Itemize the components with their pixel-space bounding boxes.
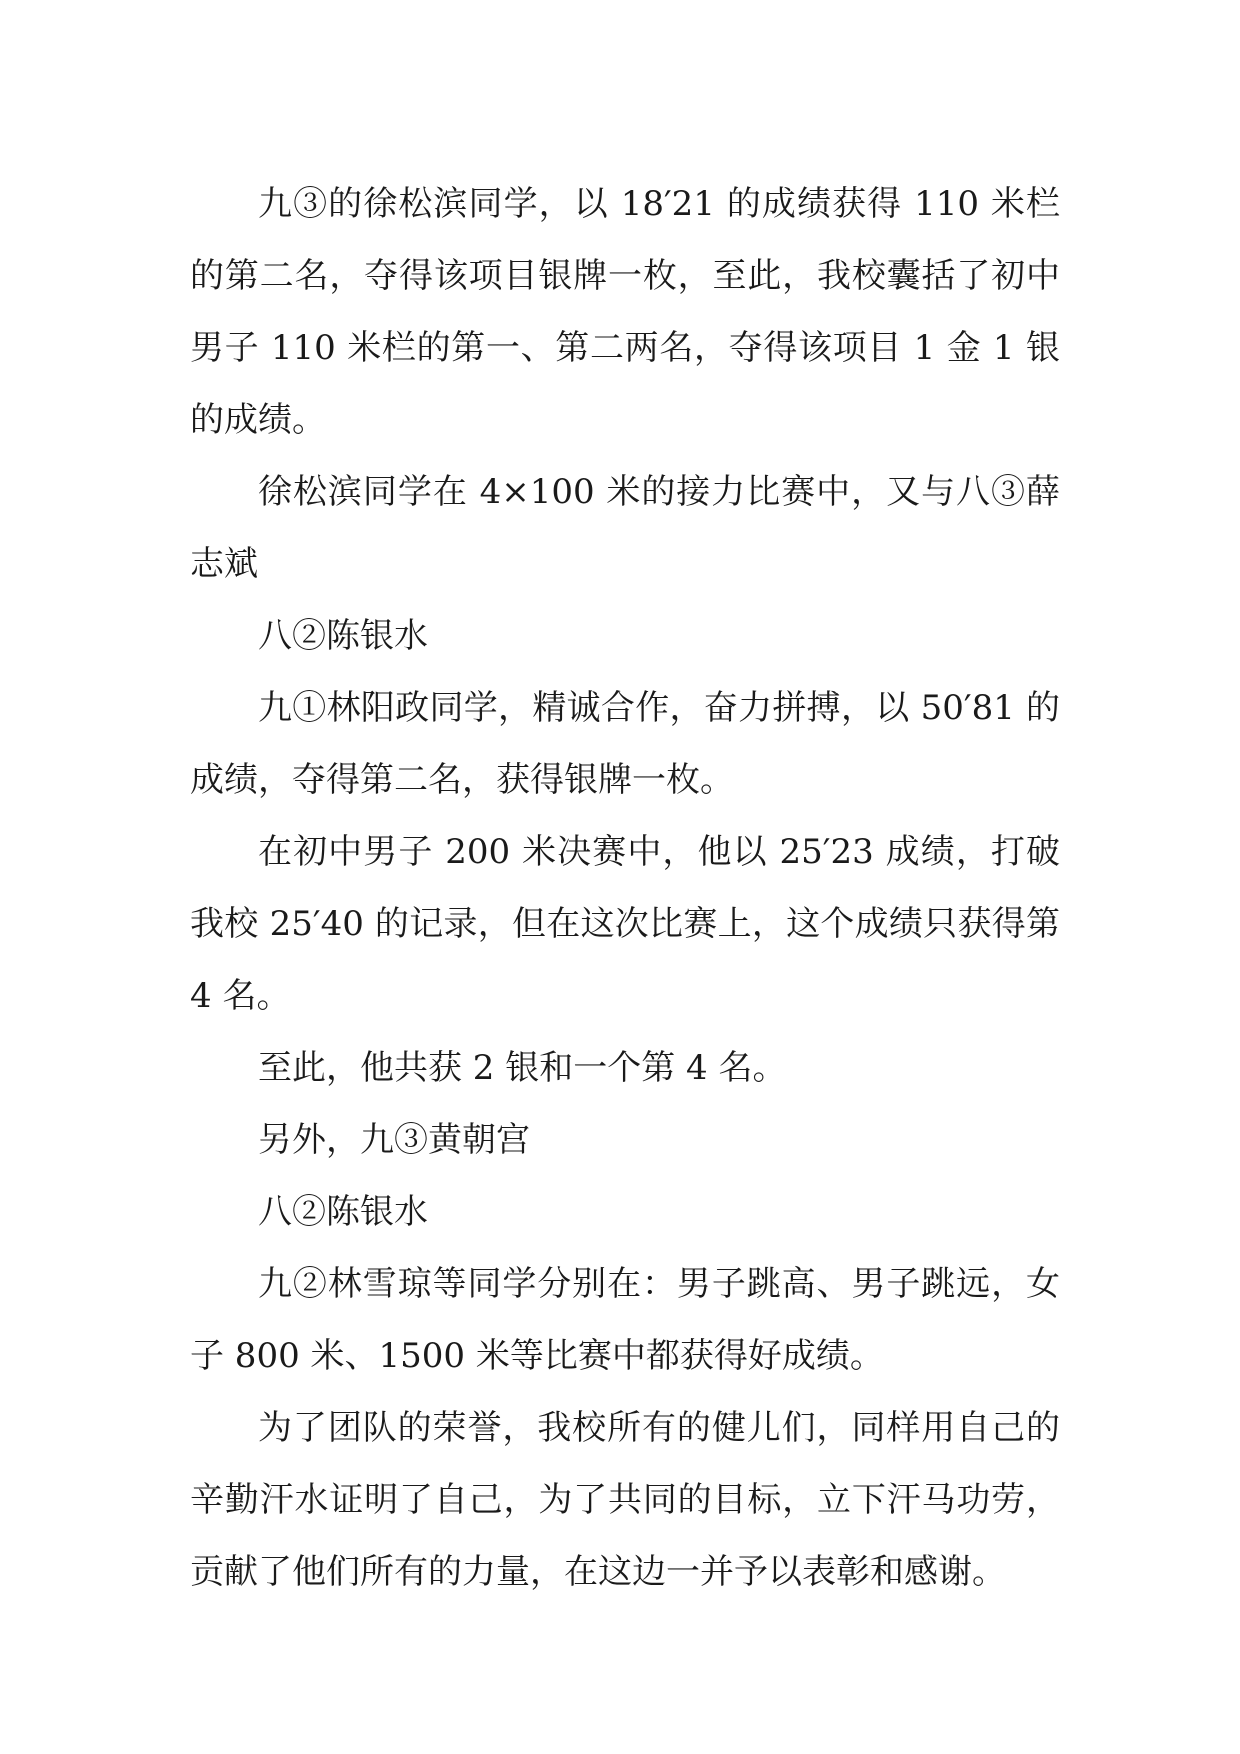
paragraph-7: 另外，九③黄朝宫 — [258, 1120, 530, 1160]
paragraph-6: 至此，他共获 2 银和一个第 4 名。 — [258, 1048, 787, 1088]
paragraph-2: 徐松滨同学在 4×100 米的接力比赛中，又与八③薛志斌 — [190, 472, 1060, 584]
paragraph-9: 九②林雪琼等同学分别在：男子跳高、男子跳远，女子 800 米、1500 米等比赛中都获得好成绩。 — [190, 1264, 1060, 1376]
paragraph-5: 在初中男子 200 米决赛中，他以 25′23 成绩，打破我校 25′40 的记录，但在这次比赛上，这个成绩只获得第 4 名。 — [190, 832, 1060, 1016]
paragraph-4: 九①林阳政同学，精诚合作，奋力拼搏，以 50′81 的成绩，夺得第二名，获得银牌一枚。 — [190, 688, 1060, 800]
paragraph-8: 八②陈银水 — [258, 1192, 428, 1232]
paragraph-10: 为了团队的荣誉，我校所有的健儿们，同样用自己的辛勤汗水证明了自己，为了共同的目标，立下汗马功劳，贡献了他们所有的力量，在这边一并予以表彰和感谢。 — [190, 1408, 1060, 1592]
paragraph-1: 九③的徐松滨同学，以 18′21 的成绩获得 110 米栏的第二名，夺得该项目银牌一枚，至此，我校囊括了初中男子 110 米栏的第一、第二两名，夺得该项目 1 金 1 银的成绩。 — [190, 184, 1060, 440]
paragraph-3: 八②陈银水 — [258, 616, 428, 656]
document-body — [190, 168, 1060, 1608]
